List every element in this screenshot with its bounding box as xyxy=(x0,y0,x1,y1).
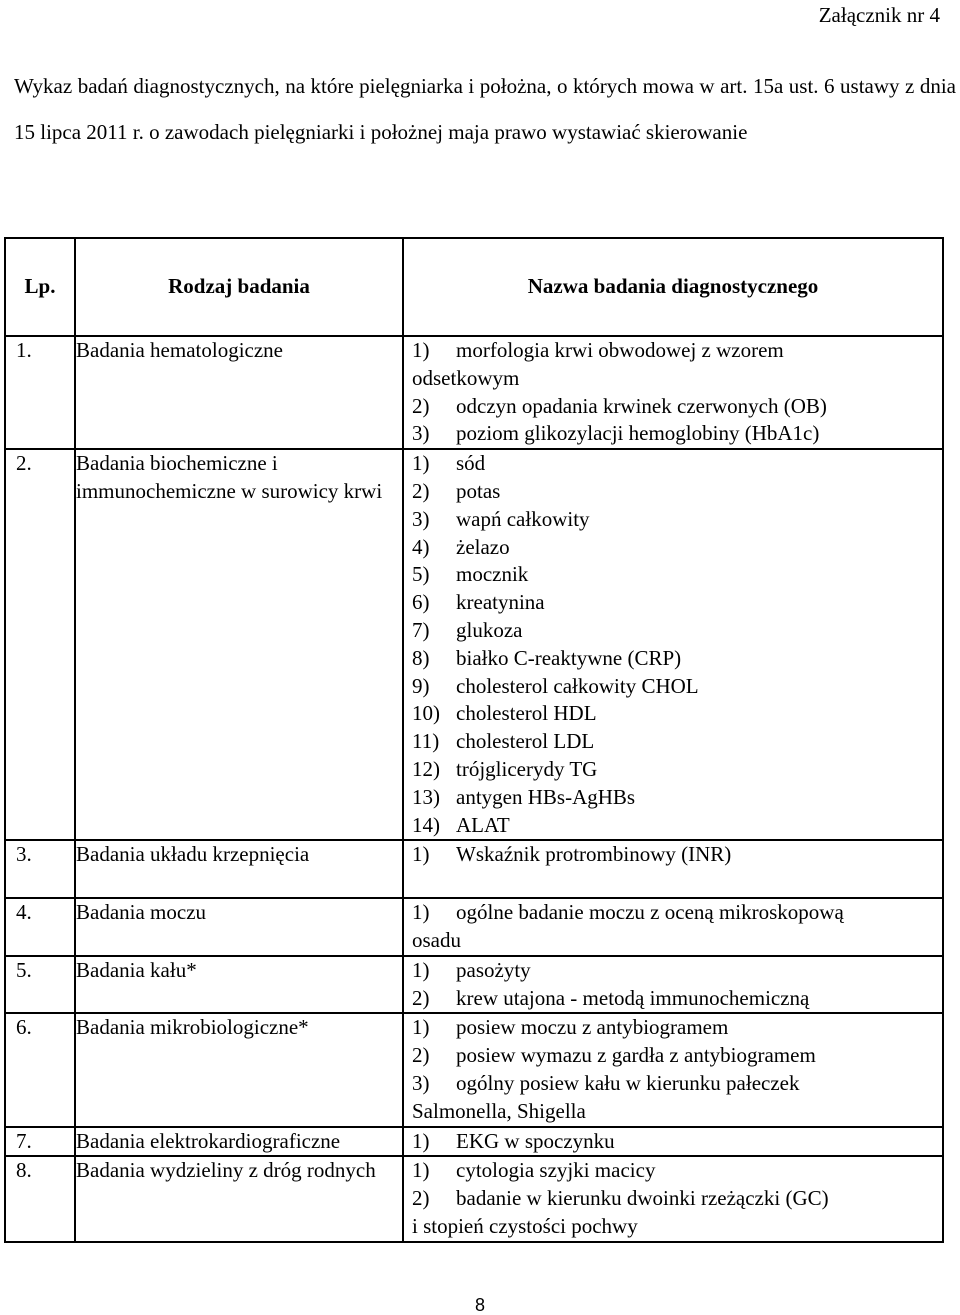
test-type-text: Badania biochemiczne i immunochemiczne w surowicy krwi xyxy=(76,451,383,503)
row-number xyxy=(5,1127,75,1157)
row-number xyxy=(5,449,75,840)
test-item-number: 2) xyxy=(412,478,430,503)
test-item-text: posiew moczu z antybiogramem xyxy=(456,1015,729,1040)
header-type: Rodzaj badania xyxy=(75,238,403,336)
test-item-number: 6) xyxy=(412,590,430,615)
test-item-text: cytologia szyjki macicy xyxy=(456,1158,656,1183)
test-item-text: trójglicerydy TG xyxy=(456,756,598,781)
test-list xyxy=(403,336,943,449)
test-item xyxy=(412,673,938,701)
test-item-text: badanie w kierunku dwoinki rzeżączki (GC) xyxy=(456,1186,829,1211)
row-number xyxy=(5,956,75,1014)
table-row xyxy=(5,898,943,956)
test-item-number: 1) xyxy=(412,900,430,925)
test-list xyxy=(403,1127,943,1157)
test-type xyxy=(75,1013,403,1126)
test-item-text: cholesterol całkowity CHOL xyxy=(456,673,699,698)
row-number-text: 1. xyxy=(16,338,32,362)
test-item xyxy=(412,1014,938,1042)
test-item xyxy=(412,1042,938,1070)
test-item-number: 2) xyxy=(412,985,430,1010)
test-item-number: 2) xyxy=(412,1186,430,1211)
row-number xyxy=(5,898,75,956)
test-item-text: antygen HBs-AgHBs xyxy=(456,784,636,809)
test-item-number: 1) xyxy=(412,1158,430,1183)
test-item xyxy=(412,478,938,506)
row-number xyxy=(5,840,75,898)
test-item xyxy=(412,700,938,728)
table-row xyxy=(5,1013,943,1126)
test-type xyxy=(75,336,403,449)
test-item-text: kreatynina xyxy=(456,590,545,615)
test-item-number: 3) xyxy=(412,421,430,446)
header-lp: Lp. xyxy=(5,238,75,336)
test-type-text: Badania elektrokardiograficzne xyxy=(76,1128,341,1153)
test-type xyxy=(75,1127,403,1157)
test-type-text: Badania moczu xyxy=(76,900,207,925)
test-item-number: 9) xyxy=(412,673,430,698)
table-row xyxy=(5,840,943,898)
header-name: Nazwa badania diagnostycznego xyxy=(403,238,943,336)
test-item xyxy=(412,534,938,562)
test-item-text: krew utajona - metodą immunochemiczną xyxy=(456,985,810,1010)
test-item-number: 5) xyxy=(412,562,430,587)
test-item-text: żelazo xyxy=(456,534,510,559)
test-item-number: 10) xyxy=(412,701,440,726)
test-item-text: glukoza xyxy=(456,617,523,642)
test-list xyxy=(403,1013,943,1126)
test-item xyxy=(412,506,938,534)
test-type-text: Badania układu krzepnięcia xyxy=(76,842,310,867)
test-item-text: odczyn opadania krwinek czerwonych (OB) xyxy=(456,393,827,418)
test-item xyxy=(412,957,938,985)
test-item-number: 1) xyxy=(412,957,430,982)
table-header-row xyxy=(5,238,943,336)
table-body xyxy=(5,336,943,1242)
test-item xyxy=(412,645,938,673)
test-item-number: 2) xyxy=(412,1043,430,1068)
test-type xyxy=(75,840,403,898)
row-number xyxy=(5,1013,75,1126)
test-item xyxy=(412,1070,938,1098)
test-item xyxy=(412,784,938,812)
test-item-number: 3) xyxy=(412,506,430,531)
test-item-text: cholesterol LDL xyxy=(456,729,595,754)
test-item xyxy=(412,393,938,421)
test-item-number: 11) xyxy=(412,729,440,754)
test-item-text: ogólne badanie moczu z oceną mikroskopową xyxy=(456,900,844,925)
test-item xyxy=(412,589,938,617)
test-item-number: 14) xyxy=(412,812,440,837)
test-item-number: 1) xyxy=(412,1128,430,1153)
test-type-text: Badania kału* xyxy=(76,957,197,982)
row-number-text: 3. xyxy=(16,842,32,867)
test-item-number: 1) xyxy=(412,1015,430,1040)
row-number-text: 8. xyxy=(16,1158,32,1183)
table-row xyxy=(5,336,943,449)
test-type xyxy=(75,898,403,956)
test-list xyxy=(403,898,943,956)
test-item xyxy=(412,899,938,927)
annex-label: Załącznik nr 4 xyxy=(818,3,940,27)
test-item-text: potas xyxy=(456,478,501,503)
test-item-number: 4) xyxy=(412,534,430,559)
test-item-number: 7) xyxy=(412,617,430,642)
test-item-text: mocznik xyxy=(456,562,529,587)
test-item xyxy=(412,561,938,589)
test-item-continuation: odsetkowym xyxy=(412,365,520,390)
test-item xyxy=(412,450,938,478)
test-item xyxy=(412,728,938,756)
test-list xyxy=(403,449,943,840)
test-item xyxy=(412,756,938,784)
row-number-text: 2. xyxy=(16,451,32,476)
test-item-text: wapń całkowity xyxy=(456,506,590,531)
test-item-text: poziom glikozylacji hemoglobiny (HbA1c) xyxy=(456,421,820,446)
table-row xyxy=(5,1127,943,1157)
test-type xyxy=(75,956,403,1014)
test-item xyxy=(412,812,938,840)
page-number: 8 xyxy=(474,1295,485,1315)
test-item xyxy=(412,617,938,645)
test-type-text: Badania wydzieliny z dróg rodnych xyxy=(76,1158,376,1183)
test-item xyxy=(412,337,938,365)
row-number-text: 4. xyxy=(16,900,32,925)
test-item xyxy=(412,1185,938,1213)
test-list xyxy=(403,1156,943,1241)
test-item-continuation: Salmonella, Shigella xyxy=(412,1098,586,1123)
test-item-number: 12) xyxy=(412,756,440,781)
table-row xyxy=(5,449,943,840)
table-row xyxy=(5,1156,943,1241)
test-item-number: 1) xyxy=(412,842,430,867)
row-number xyxy=(5,336,75,449)
test-list xyxy=(403,956,943,1014)
test-item xyxy=(412,841,938,869)
test-list xyxy=(403,840,943,898)
test-item-text: cholesterol HDL xyxy=(456,701,597,726)
test-type-text: Badania hematologiczne xyxy=(76,338,283,362)
row-number-text: 7. xyxy=(16,1128,32,1153)
test-item-number: 3) xyxy=(412,1070,430,1095)
row-number-text: 5. xyxy=(16,957,32,982)
test-item xyxy=(412,1157,938,1185)
test-type-text: Badania mikrobiologiczne* xyxy=(76,1015,309,1040)
test-item xyxy=(412,1128,938,1156)
test-item-number: 13) xyxy=(412,784,440,809)
diagnostic-tests-table xyxy=(4,237,944,1243)
test-item-number: 2) xyxy=(412,393,430,418)
test-item-text: ogólny posiew kału w kierunku pałeczek xyxy=(456,1070,800,1095)
test-item-text: EKG w spoczynku xyxy=(456,1128,615,1153)
test-item-text: morfologia krwi obwodowej z wzorem xyxy=(456,338,784,362)
test-type xyxy=(75,1156,403,1241)
test-item-text: Wskaźnik protrombinowy (INR) xyxy=(456,842,732,867)
test-item-number: 1) xyxy=(412,451,430,476)
test-type xyxy=(75,449,403,840)
test-item-text: posiew wymazu z gardła z antybiogramem xyxy=(456,1043,816,1068)
intro-paragraph: Wykaz badań diagnostycznych, na które pielęgniarka i położna, o których mowa w art. 15a ust. 6 ustawy z dnia 15 lipca 2011 r. o zawodach pielęgniarki i położnej maja prawo wystawiać skierowanie xyxy=(14,74,956,144)
table-row xyxy=(5,956,943,1014)
row-number-text: 6. xyxy=(16,1015,32,1040)
test-item xyxy=(412,985,938,1013)
test-item-text: białko C-reaktywne (CRP) xyxy=(456,645,682,670)
test-item-continuation: i stopień czystości pochwy xyxy=(412,1213,638,1238)
test-item-number: 1) xyxy=(412,338,430,362)
test-item xyxy=(412,420,938,448)
test-item-text: ALAT xyxy=(456,812,510,837)
test-item-text: sód xyxy=(456,451,486,476)
test-item-number: 8) xyxy=(412,645,430,670)
test-item-continuation: osadu xyxy=(412,927,461,952)
test-item-text: pasożyty xyxy=(456,957,531,982)
row-number xyxy=(5,1156,75,1241)
